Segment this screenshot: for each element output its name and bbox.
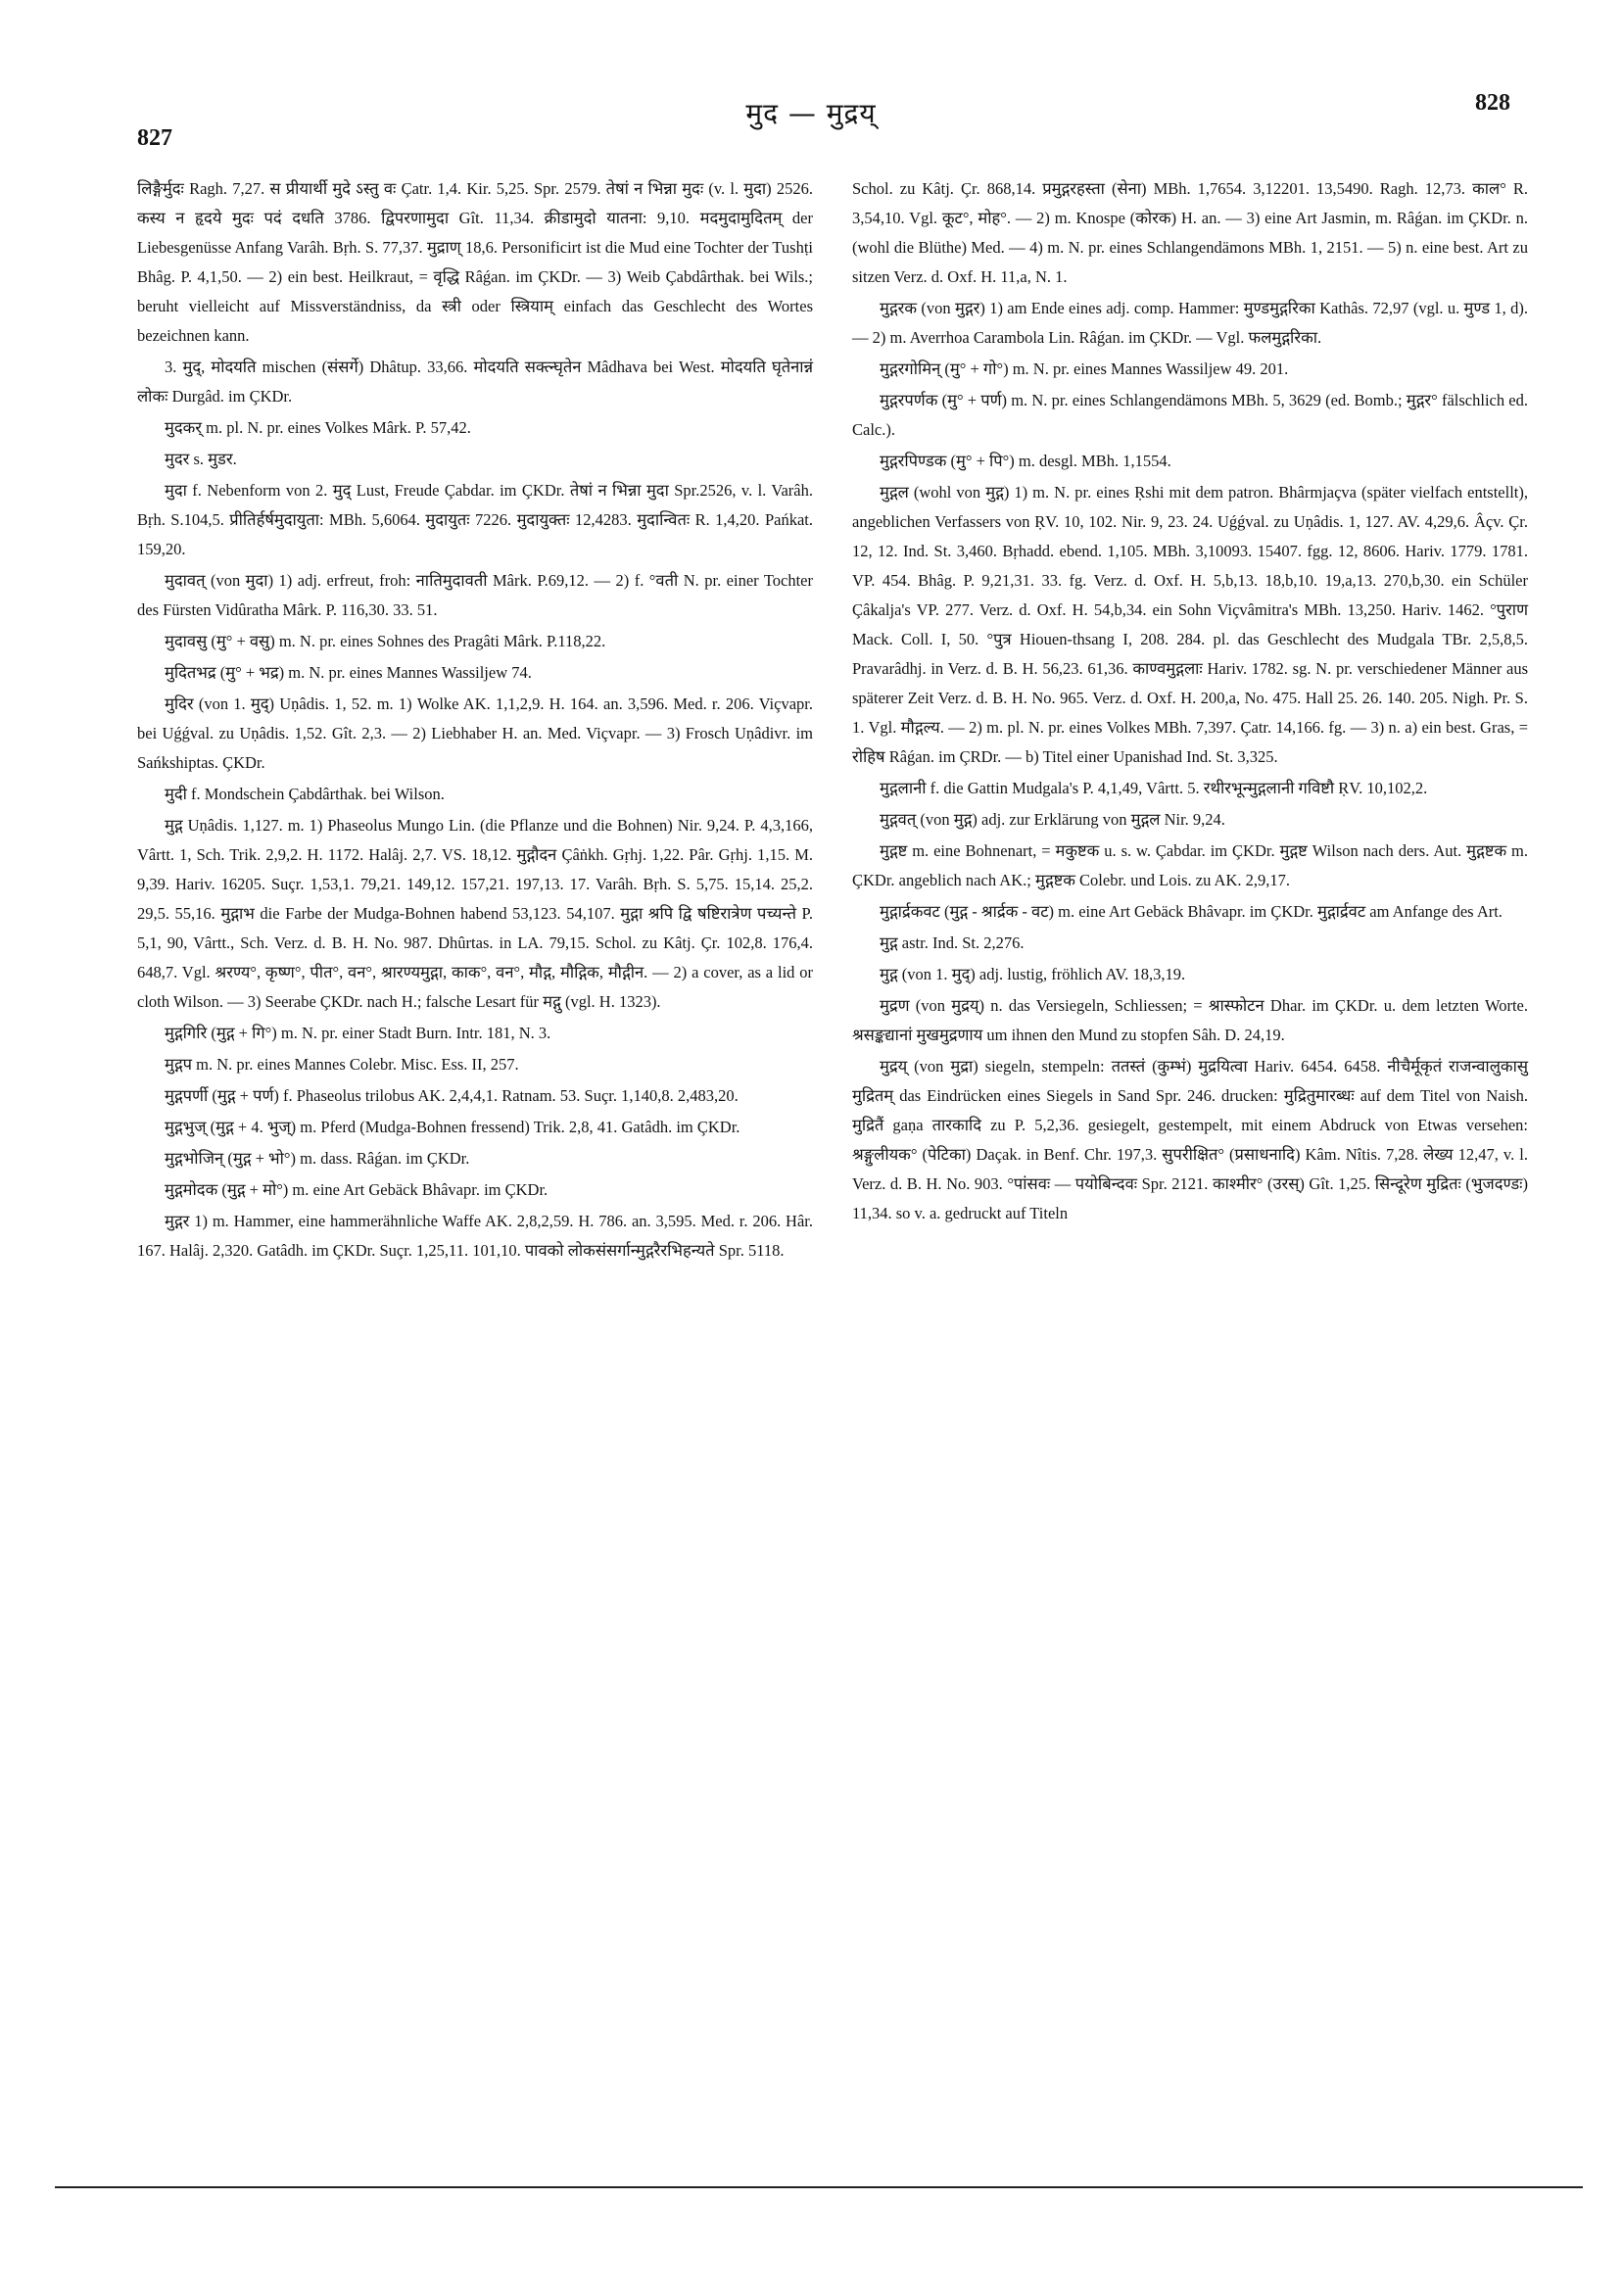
dictionary-entry: मुदी f. Mondschein Çabdârthak. bei Wilson. — [165, 785, 445, 803]
dictionary-entry: 3. मुद्, मोदयति mischen (संसर्गे) Dhâtup. 33,66. मोदयति सक्त्न्घृतेन Mâdhava bei West. मोदयति घृतेनान्नं लोकः Durgâd. im ÇKDr. — [137, 358, 813, 406]
dictionary-entry: मुदा f. Nebenform von 2. मुद् Lust, Freude Çabdar. im ÇKDr. तेषां न भिन्ना मुदा Spr.2526, v. l. Varâh. Bṛh. S.104,5. प्रीतिर्हर्षमुदायुता: MBh. 5,6064. मुदायुतः 7226. मुदायुक्तः 12,4283. मुदान्वितः R. 1,4,20. Pańkat. 159,20. — [137, 481, 813, 558]
dictionary-entry: मुद्ग Uṇâdis. 1,127. m. 1) Phaseolus Mungo Lin. (die Pflanze und die Bohnen) Nir. 9,24. P. 4,3,166, Vârtt. 1, Sch. Trik. 2,9,2. H. 1172. Halâj. 2,7. VS. 18,12. मुद्गौदन Çâṅkh. Gṛhj. 1,22. Pâr. Gṛhj. 1,15. M. 9,39. Hariv. 16205. Suçr. 1,53,1. 79,21. 149,12. 157,21. 197,13. 17. Varâh. Bṛh. S. 5,75. 15,14. 25,2. 29,5. 55,16. मुद्गाभ die Farbe der Mudga-Bohnen habend 53,123. 54,107. मुद्गा श्रपि द्वि षष्टिरात्रेण पच्यन्ते P. 5,1, 90, Vârtt., Sch. Verz. d. B. H. No. 987. Dhûrtas. in LA. 79,15. Schol. zu Kâtj. Çr. 102,8. 176,4. 648,7. Vgl. श्ररण्य°, कृष्ण°, पीत°, वन°, श्रारण्यमुद्गा, काक°, वन°, मौद्ग, मौद्गिक, मौद्गीन. — 2) a cover, as a lid or cloth Wilson. — 3) Seerabe ÇKDr. nach H.; falsche Lesart für मद्गु (vgl. H. 1323). — [137, 816, 813, 1011]
dictionary-entry: मुद्गगिरि (मुद्ग + गि°) m. N. pr. einer Stadt Burn. Intr. 181, N. 3. — [165, 1024, 551, 1042]
dictionary-entry: मुद्गरपर्णक (मु° + पर्ण) m. N. pr. eines Schlangendämons MBh. 5, 3629 (ed. Bomb.; मुद्गर° fälschlich ed. Calc.). — [852, 391, 1528, 439]
dictionary-entry: मुदर s. मुडर. — [165, 450, 237, 468]
dictionary-entry: मुद्गपर्णी (मुद्ग + पर्ण) f. Phaseolus trilobus AK. 2,4,4,1. Ratnam. 53. Suçr. 1,140,8. 2,483,20. — [165, 1086, 739, 1105]
dictionary-entry: मुद्रण (von मुद्रय्) n. das Versiegeln, Schliessen; = श्रास्फोटन Dhar. im ÇKDr. u. dem letzten Worte. श्रसङ्कद्यानां मुखमुद्रणाय um ihnen den Mund zu stopfen Sâh. D. 24,19. — [852, 996, 1528, 1044]
running-title: मुद — मुद्रय् — [745, 97, 877, 129]
dictionary-entry: मुद्रय् (von मुद्रा) siegeln, stempeln: ततस्तं (कुम्भं) मुद्रयित्वा Hariv. 6454. 6458. नीचैर्मूकृतं राजन्वालुकासु मुद्रितम् das Eindrücken eines Siegels in Sand Spr. 246. drucken: मुद्रितुमारब्धः auf dem Titel von Naish. मुद्रितैं gaṇa तारकादि zu P. 5,2,36. gesiegelt, gestempelt, mit einem Abdruck von Etwas versehen: श्रङ्गुलीयक° (पेटिका) Daçak. in Benf. Chr. 197,3. सुपरीक्षित° (प्रसाधनादि) Kâm. Nîtis. 7,28. लेख्य 12,47, v. l. Verz. d. B. H. No. 903. °पांसवः — पयोबिन्दवः Spr. 2121. काश्मीर° (उरस्) Gît. 1,25. सिन्दूरेण मुद्रितः (भुजदण्डः) 11,34. so v. a. gedruckt auf Titeln — [852, 1057, 1528, 1222]
dictionary-entry: मुद्गलानी f. die Gattin Mudgala's P. 4,1,49, Vârtt. 5. रथीरभून्मुद्गलानी गविष्टौ ṚV. 10,102,2. — [880, 779, 1428, 797]
dictionary-entry: मुदावत् (von मुदा) 1) adj. erfreut, froh: नातिमुदावती Mârk. P.69,12. — 2) f. °वती N. pr. einer Tochter des Fürsten Vidûratha Mârk. P. 116,30. 33. 51. — [137, 571, 813, 619]
dictionary-entry: Schol. zu Kâtj. Çr. 868,14. प्रमुद्गरहस्ता (सेना) MBh. 1,7654. 3,12201. 13,5490. Ragh. 12,73. काल° R. 3,54,10. Vgl. कूट°, मोह°. — 2) m. Knospe (कोरक) H. an. — 3) eine Art Jasmin, m. Râǵan. im ÇKDr. n. (wohl die Blüthe) Med. — 4) m. N. pr. eines Schlangendämons MBh. 1, 2151. — 5) n. eine best. Art zu sitzen Verz. d. Oxf. H. 11,a, N. 1. — [852, 179, 1528, 286]
dictionary-entry: मुद्गरक (von मुद्गर) 1) am Ende eines adj. comp. Hammer: मुण्डमुद्गरिका Kathâs. 72,97 (vgl. u. मुण्ड 1, d). — 2) m. Averrhoa Carambola Lin. Râǵan. im ÇKDr. — Vgl. फलमुद्गरिका. — [852, 299, 1528, 347]
dictionary-entry: मुद्गरपिण्डक (मु° + पि°) m. desgl. MBh. 1,1554. — [880, 452, 1171, 470]
dictionary-entry: मुद्गष्ट m. eine Bohnenart, = मकुष्टक u. s. w. Çabdar. im ÇKDr. मुद्गष्ट Wilson nach ders. Aut. मुद्गष्टक m. ÇKDr. angeblich nach AK.; मुद्गष्टक Colebr. und Lois. zu AK. 2,9,17. — [852, 841, 1528, 889]
dictionary-entry: लिङ्गैर्मुदः Ragh. 7,27. स प्रीयार्थी मुदे ऽस्तु वः Çatr. 1,4. Kir. 5,25. Spr. 2579. तेषां न भिन्ना मुदः (v. l. मुदा) 2526. कस्य न हृदये मुदः पदं दधति 3786. द्विपरणामुदा Gît. 11,34. क्रीडामुदो यातना: 9,10. मदमुदामुदितम् der Liebesgenüsse Anfang Varâh. Bṛh. S. 77,37. मुद्राण् 18,6. Personificirt ist die Mud eine Tochter der Tushṭi Bhâg. P. 4,1,50. — 2) ein best. Heilkraut, = वृद्धि Râǵan. im ÇKDr. — 3) Weib Çabdârthak. bei Wils.; beruht vielleicht auf Missverständniss, da स्त्री oder स्त्रियाम् einfach das Geschlecht des Wortes bezeichnen kann. — [137, 179, 813, 345]
dictionary-entry: मुद्गभुज् (मुद्ग + 4. भुज्) m. Pferd (Mudga-Bohnen fressend) Trik. 2,8, 41. Gatâdh. im ÇKDr. — [165, 1118, 740, 1136]
page-number-right: 828 — [1475, 90, 1510, 116]
dictionary-entry: मुद्गवत् (von मुद्ग) adj. zur Erklärung von मुद्गल Nir. 9,24. — [880, 810, 1225, 829]
right-column — [852, 174, 1528, 1230]
dictionary-entry: मुद्ग astr. Ind. St. 2,276. — [880, 933, 1025, 952]
dictionary-entry: मुद्गार्द्रकवट (मुद्ग - श्रार्द्रक - वट) m. eine Art Gebäck Bhâvapr. im ÇKDr. मुद्गार्द्रवट am Anfange des Art. — [880, 902, 1503, 921]
dictionary-entry: मुद्गरगोमिन् (मु° + गो°) m. N. pr. eines Mannes Wassiljew 49. 201. — [880, 359, 1289, 378]
dictionary-entry: मुद्गभोजिन् (मुद्ग + भो°) m. dass. Râǵan. im ÇKDr. — [165, 1149, 470, 1168]
dictionary-entry: मुद्गमोदक (मुद्ग + मो°) m. eine Art Gebäck Bhâvapr. im ÇKDr. — [165, 1180, 549, 1199]
dictionary-entry: मुदावसु (मु° + वसु) m. N. pr. eines Sohnes des Pragâti Mârk. P.118,22. — [165, 632, 606, 650]
dictionary-entry: मुद्गल (wohl von मुद्ग) 1) m. N. pr. eines Ṛshi mit dem patron. Bhârmjaçva (später vielfach entstellt), angeblichen Verfassers von ṚV. 10, 102. Nir. 9, 23. 24. Uǵǵval. zu Uṇâdis. 1, 127. AV. 4,29,6. Âçv. Çr. 12, 12. Ind. St. 3,460. Bṛhadd. ebend. 1,105. MBh. 3,10093. 15407. fgg. 12, 8606. Hariv. 1779. 1781. VP. 454. Bhâg. P. 9,21,31. 33. fg. Verz. d. Oxf. H. 5,b,13. 18,b,10. 19,a,13. 270,b,30. ein Schüler Çâkalja's VP. 277. Verz. d. Oxf. H. 54,b,34. ein Sohn Viçvâmitra's MBh. 13,250. Hariv. 1462. °पुराण Mack. Coll. I, 50. °पुत्र Hiouen-thsang I, 208. 284. pl. das Geschlecht des Mudgala TBr. 2,5,8,5. Pravarâdhj. in Verz. d. B. H. 56,23. 61,36. काण्वमुद्गलाः Hariv. 1782. sg. N. pr. verschiedener Männer aus späterer Zeit Verz. d. B. H. No. 965. Verz. d. Oxf. H. 200,a, No. 475. Hall 25. 26. 140. 205. Nigh. Pr. S. 1. Vgl. मौद्गल्य. — 2) m. pl. N. pr. eines Volkes MBh. 7,397. Çatr. 14,166. fg. — 3) n. a) ein best. Gras, = रोहिष Râǵan. im ÇRDr. — b) Titel einer Upanishad Ind. St. 3,325. — [852, 483, 1528, 766]
dictionary-entry: मुद्ग (von 1. मुद्) adj. lustig, fröhlich AV. 18,3,19. — [880, 965, 1186, 983]
footer-rule — [55, 2186, 1583, 2188]
page-number-left: 827 — [137, 125, 172, 151]
dictionary-entry: मुदितभद्र (मु° + भद्र) m. N. pr. eines Mannes Wassiljew 74. — [165, 663, 532, 682]
dictionary-entry: मुदिर (von 1. मुद्) Uṇâdis. 1, 52. m. 1) Wolke AK. 1,1,2,9. H. 164. an. 3,596. Med. r. 206. Viçvapr. bei Uǵǵval. zu Uṇâdis. 1,52. Gît. 2,3. — 2) Liebhaber H. an. Med. Viçvapr. — 3) Frosch Uṇâdivr. im Sańkshiptas. ÇKDr. — [137, 694, 813, 772]
dictionary-entry: मुदकर् m. pl. N. pr. eines Volkes Mârk. P. 57,42. — [165, 418, 471, 437]
dictionary-entry: मुद्गप m. N. pr. eines Mannes Colebr. Misc. Ess. II, 257. — [165, 1055, 519, 1074]
dictionary-entry: मुद्गर 1) m. Hammer, eine hammerähnliche Waffe AK. 2,8,2,59. H. 786. an. 3,595. Med. r. 206. Hâr. 167. Halâj. 2,320. Gatâdh. im ÇKDr. Suçr. 1,25,11. 101,10. पावको लोकसंसर्गान्मुद्गरैरभिहन्यते Spr. 5118. — [137, 1212, 813, 1260]
left-column — [137, 174, 813, 1268]
